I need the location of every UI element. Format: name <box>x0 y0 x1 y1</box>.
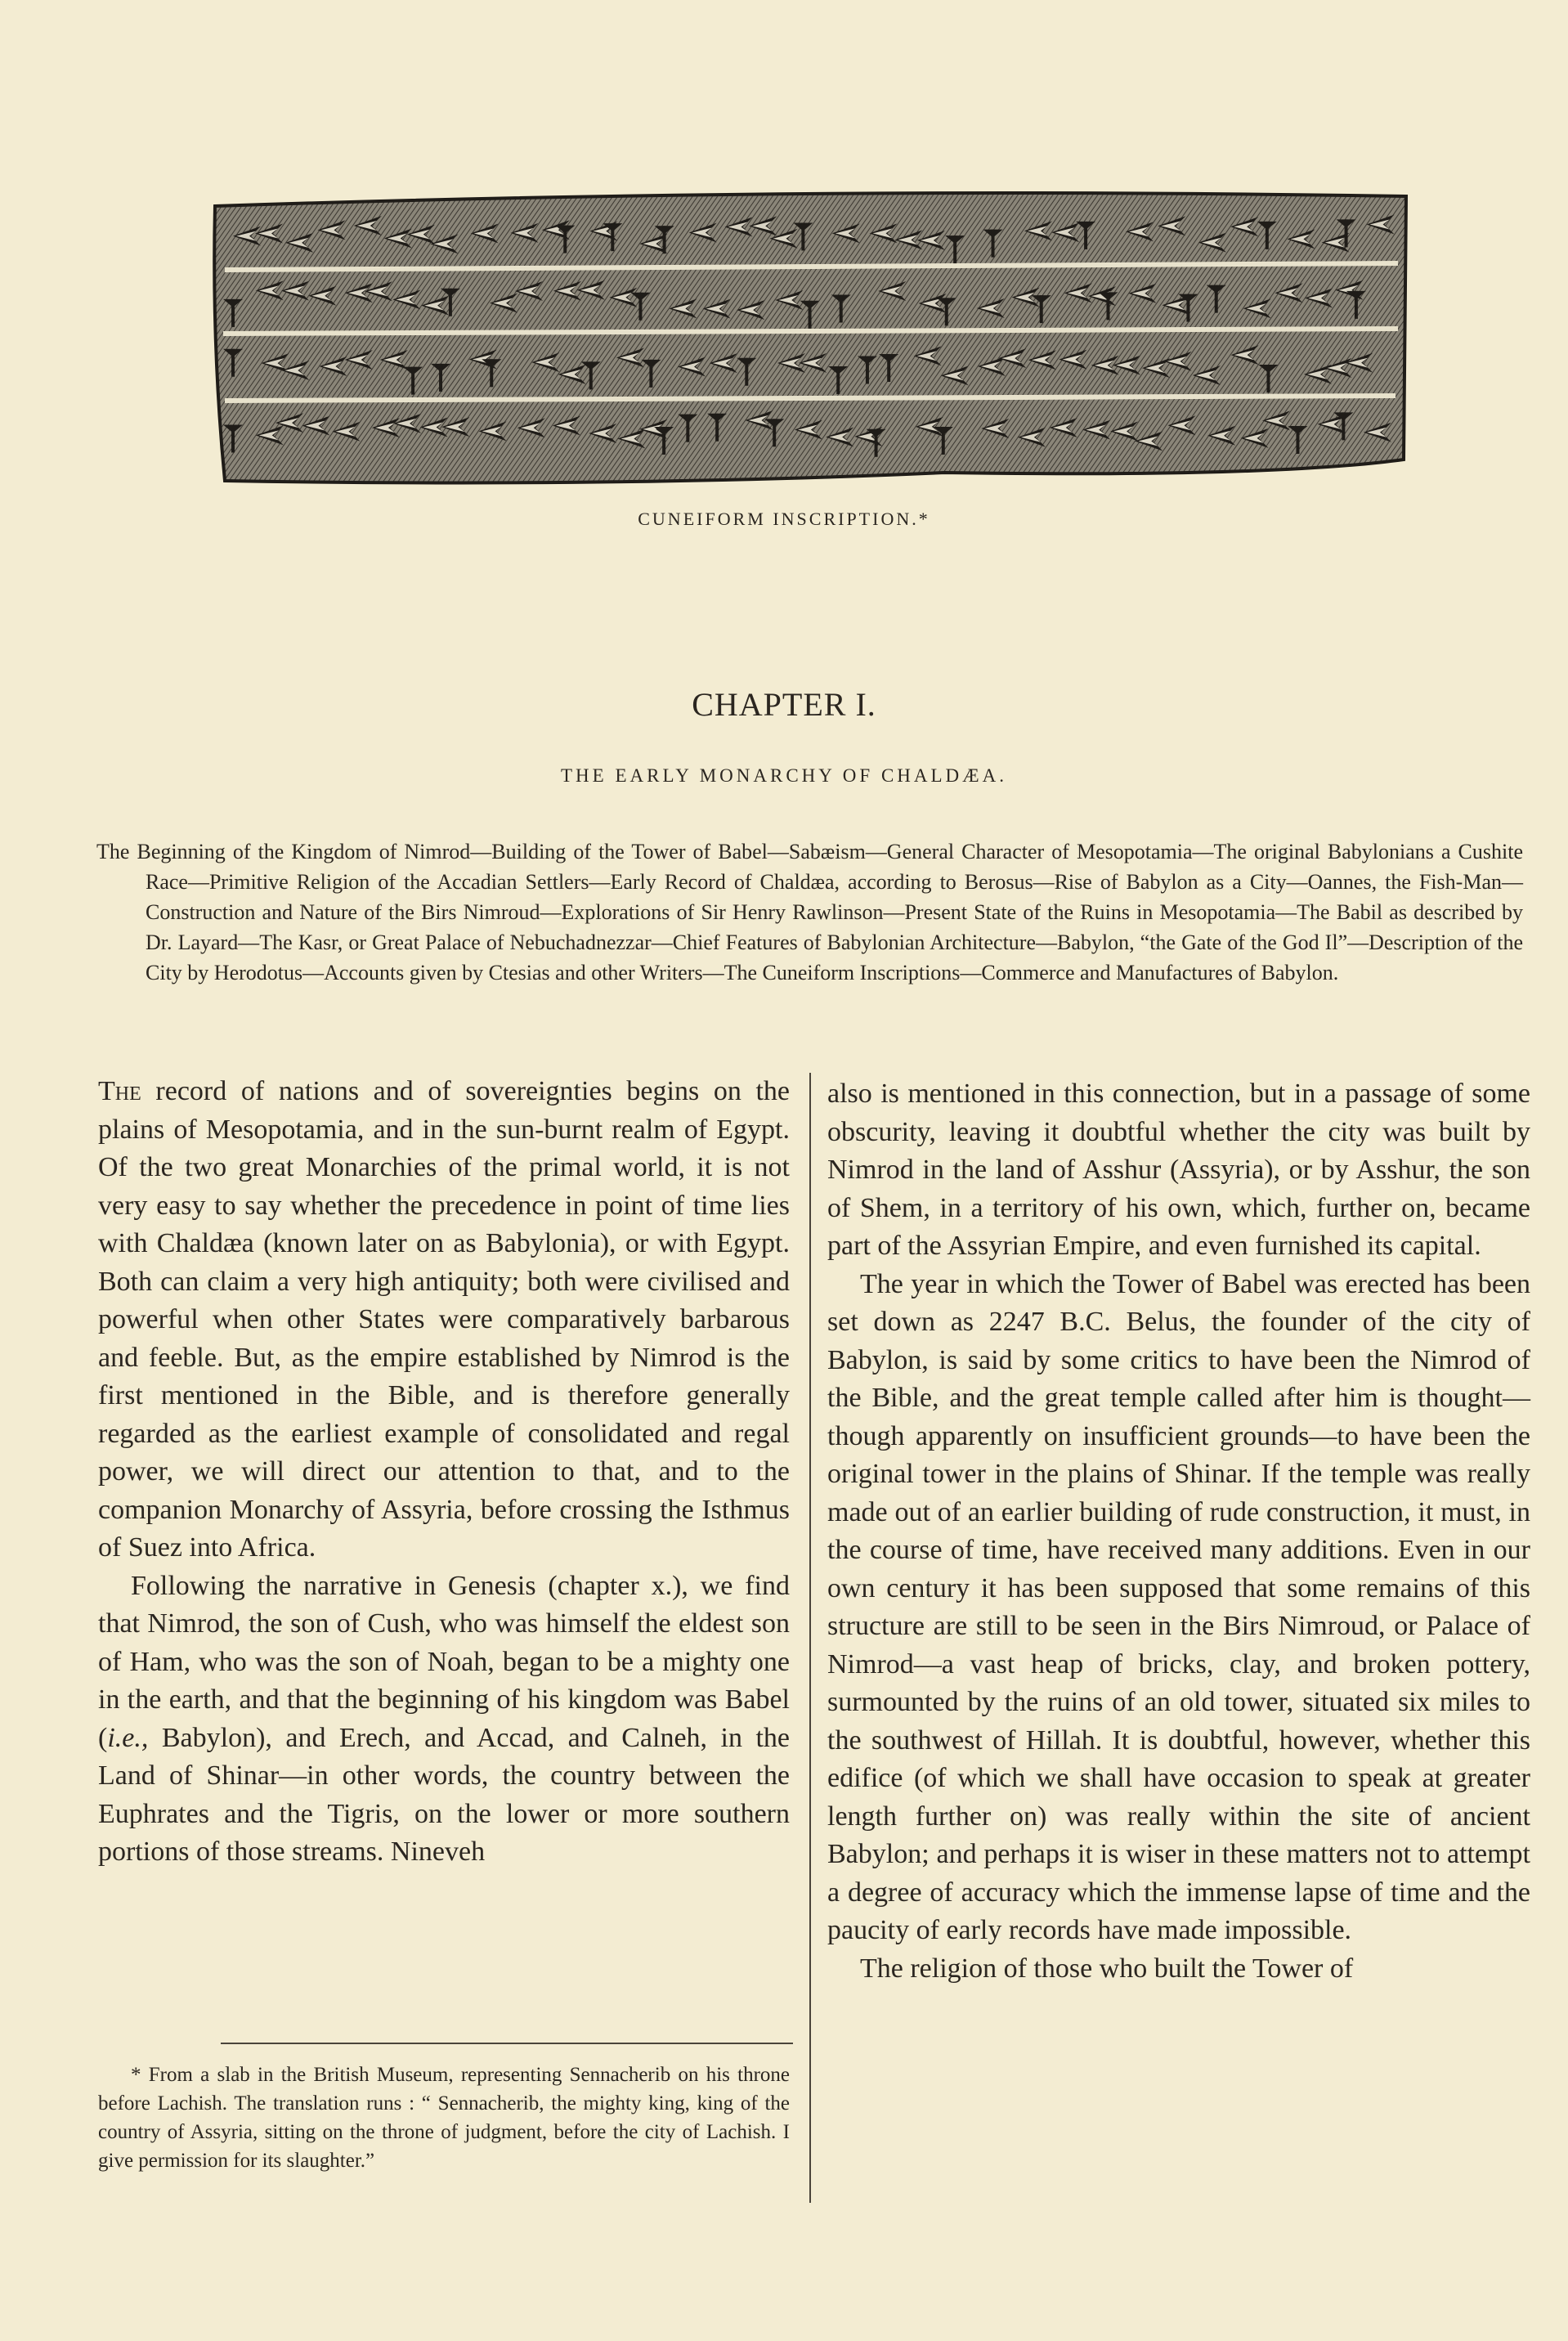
drop-word: The <box>98 1076 141 1106</box>
cuneiform-tablet-image <box>208 182 1410 492</box>
chapter-summary: The Beginning of the Kingdom of Nimrod—Building of the Tower of Babel—Sabæism—General Character of Mesopotamia—The original Babylonians a Cushite Race—Primitive Religion of the Accadian Settlers—Early Record of Chaldæa, according to Berosus—Rise of Babylon as a City—Oannes, the Fish-Man—Construction and Nature of the Birs Nimroud—Explorations of Sir Henry Rawlinson—Present State of the Ruins in Mesopotamia—The Babil as described by Dr. Layard—The Kasr, or Great Palace of Nebuchadnezzar—Chief Features of Babylonian Architecture—Babylon, “the Gate of the God Il”—Description of the City by Herodotus—Accounts given by Ctesias and other Writers—The Cuneiform Inscriptions—Commerce and Manufactures of Babylon. <box>96 840 1523 984</box>
footnote-rule <box>221 2043 793 2044</box>
paragraph-1: The record of nations and of sovereignties begins on the plains of Mesopotamia, and in the sun-burnt realm of Egypt. Of the two great Monarchies of the primal world, it is not very easy to say whether the precedence in point of time lies with Chaldæa (known later on as Babylonia), or with Egypt. Both can claim a very high antiquity; both were civilised and powerful when other States were comparatively barbarous and feeble. But, as the empire established by Nimrod is the first mentioned in the Bible, and is therefore generally regarded as the earliest example of consolidated and regal power, we will direct our attention to that, and to the companion Monarchy of Assyria, before crossing the Isthmus of Suez into Africa. <box>98 1076 790 1563</box>
left-column <box>98 1073 790 1872</box>
right-column <box>827 1075 1530 1988</box>
footnote: * From a slab in the British Museum, representing Sennacherib on his throne before Lachish. The translation runs : “ Sennacherib, the mighty king, king of the country of Assyria, sitting on the throne of judgment, before the city of Lachish. I give permission for its slaughter.” <box>98 2064 790 2172</box>
figure-caption: CUNEIFORM INSCRIPTION.* <box>638 509 930 529</box>
paragraph-3: also is mentioned in this connection, but in a passage of some obscurity, leaving it doubtful whether the city was built by Nimrod in the land of Asshur (Assyria), or by Asshur, the son of Shem, in a territory of his own, which, further on, became part of the Assyrian Empire, and even furnished its capital. <box>827 1079 1530 1261</box>
chapter-title: CHAPTER I. <box>692 686 876 723</box>
paragraph-5: The religion of those who built the Tower of <box>860 1953 1354 1984</box>
paragraph-4: The year in which the Tower of Babel was erected has been set down as 2247 B.C. Belus, the founder of the city of Babylon, is said by some critics to have been the Nimrod of the Bible, and the great temple called after him is thought—though apparently on insufficient grounds—to have been the original tower in the plains of Shinar. If the temple was really made out of an earlier building of rude construction, it must, in the course of time, have received many additions. Even in our own century it has been supposed that some remains of this structure are still to be seen in the Birs Nimroud, or Palace of Nimrod—a vast heap of bricks, clay, and broken pottery, surmounted by the ruins of an old tower, situated six miles to the southwest of Hillah. It is doubtful, however, whether this edifice (of which we shall have occasion to speak at greater length further on) was really within the site of ancient Babylon; and perhaps it is wiser in these matters not to attempt a degree of accuracy which the immense lapse of time and the paucity of early records have made impossible. <box>827 1268 1530 1945</box>
paragraph-2: Following the narrative in Genesis (chapter x.), we find that Nimrod, the son of Cush, who was himself the eldest son of Ham, who was the son of Noah, began to be a mighty one in the earth, and that the beginning of his kingdom was Babel (i.e., Babylon), and Erech, and Accad, and Calneh, in the Land of Shinar—in other words, the country between the Euphrates and the Tigris, on the lower or more southern portions of those streams. Nineveh <box>98 1570 790 1867</box>
column-divider <box>809 1073 811 2203</box>
chapter-subtitle: THE EARLY MONARCHY OF CHALDÆA. <box>561 765 1007 786</box>
